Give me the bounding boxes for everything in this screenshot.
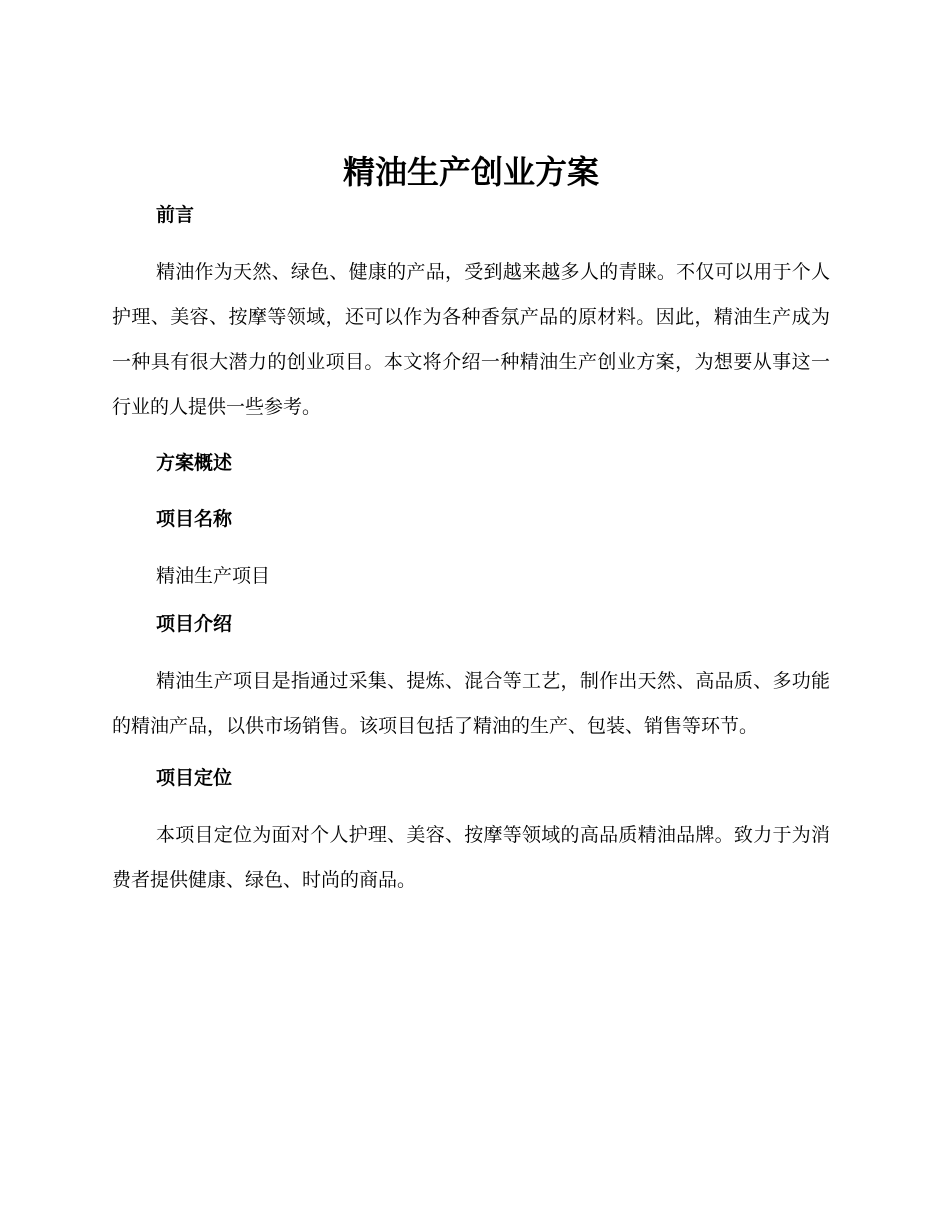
section-heading-project-positioning: 项目定位	[156, 767, 233, 789]
paragraph-preface: 精油作为天然、绿色、健康的产品，受到越来越多人的青睐。不仅可以用于个人护理、美容、按摩等领域，还可以作为各种香氛产品的原材料。因此，精油生产成为一种具有很大潜力的创业项目。本文将介绍一种精油生产创业方案，为想要从事这一行业的人提供一些参考。	[112, 261, 830, 418]
section-heading-preface: 前言	[156, 204, 195, 226]
section-heading-project-name: 项目名称	[156, 508, 233, 530]
paragraph-project-name: 精油生产项目	[156, 565, 271, 587]
section-heading-overview: 方案概述	[156, 452, 233, 474]
document-title: 精油生产创业方案	[342, 153, 599, 191]
paragraph-project-positioning: 本项目定位为面对个人护理、美容、按摩等领域的高品质精油品牌。致力于为消费者提供健康、绿色、时尚的商品。	[112, 824, 830, 891]
paragraph-project-intro: 精油生产项目是指通过采集、提炼、混合等工艺，制作出天然、高品质、多功能的精油产品，以供市场销售。该项目包括了精油的生产、包装、销售等环节。	[112, 670, 830, 737]
section-heading-project-intro: 项目介绍	[156, 613, 233, 635]
